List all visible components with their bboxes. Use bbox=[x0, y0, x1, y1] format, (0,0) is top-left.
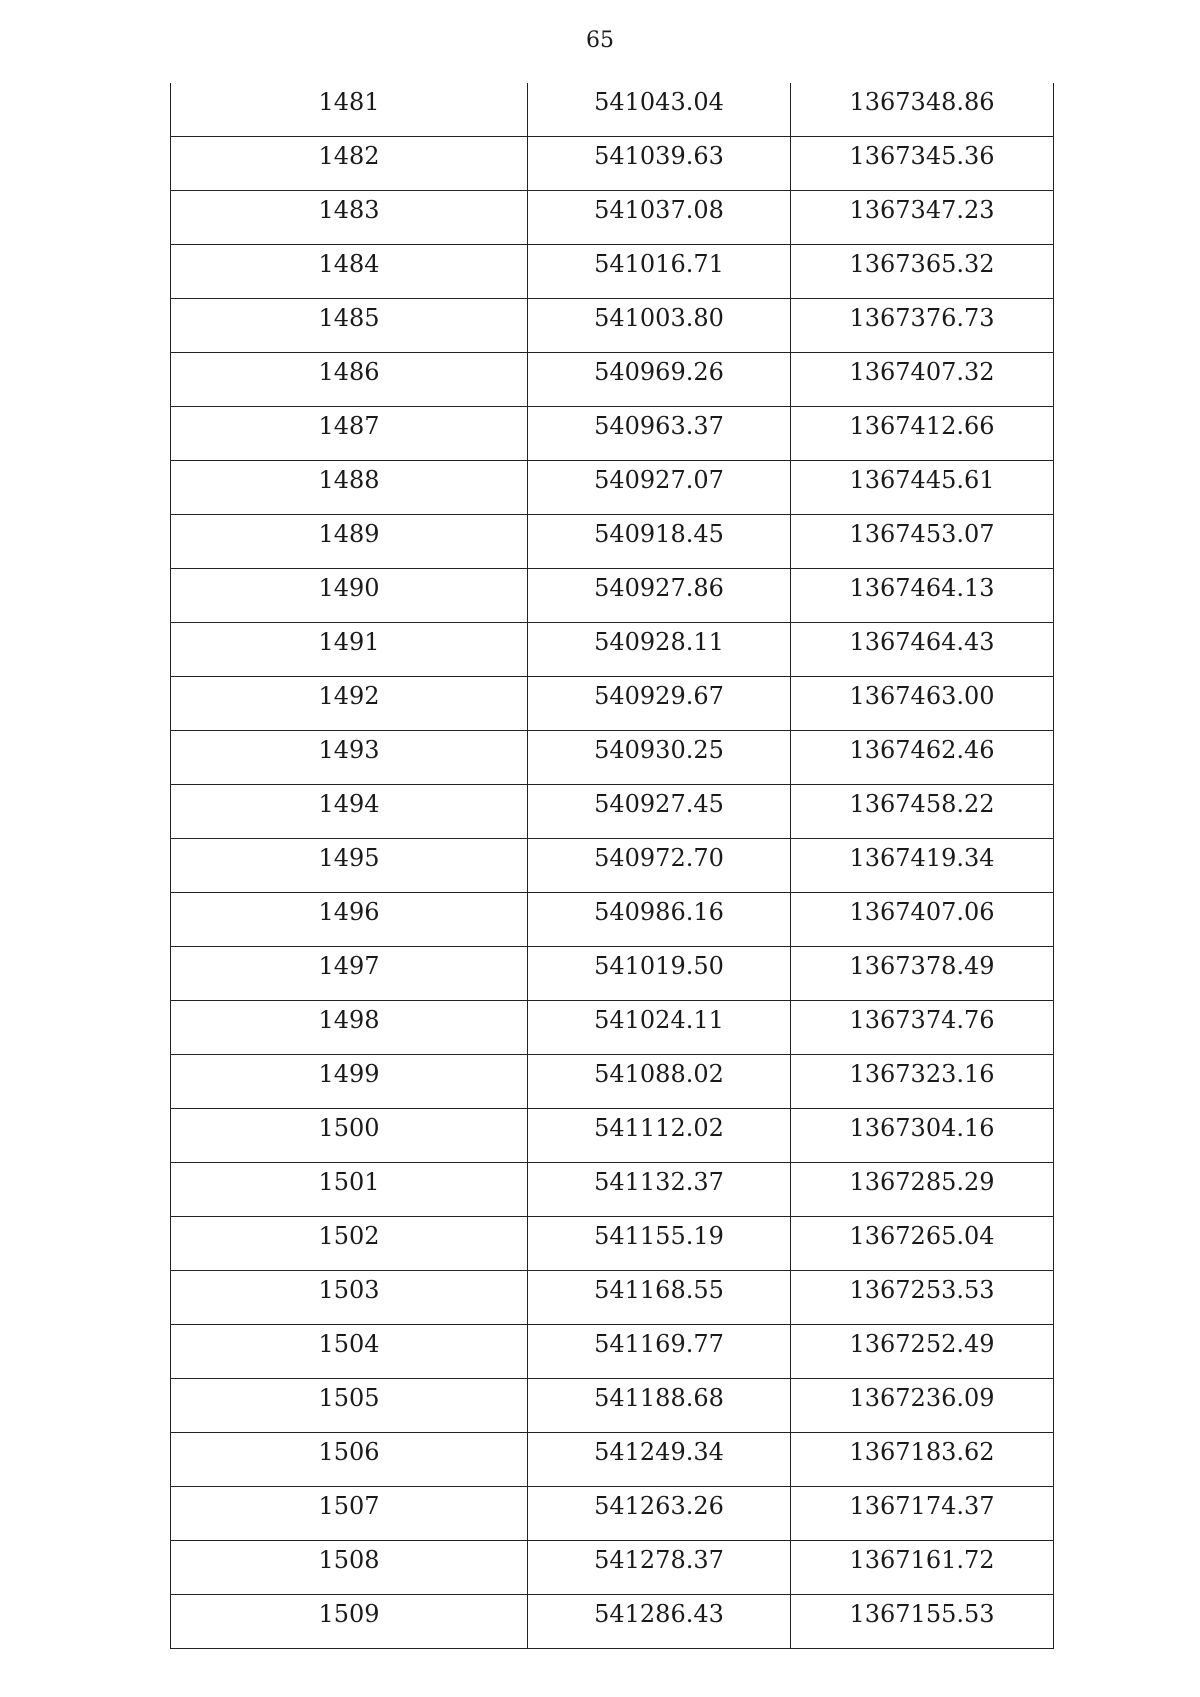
x-coordinate-cell: 540918.45 bbox=[528, 515, 791, 569]
table-row bbox=[171, 1325, 1054, 1379]
table-row bbox=[171, 1055, 1054, 1109]
point-number-cell: 1499 bbox=[171, 1055, 528, 1109]
y-coordinate-cell: 1367161.72 bbox=[791, 1541, 1054, 1595]
point-number-cell: 1500 bbox=[171, 1109, 528, 1163]
y-coordinate-cell: 1367419.34 bbox=[791, 839, 1054, 893]
table-row bbox=[171, 893, 1054, 947]
table-row bbox=[171, 515, 1054, 569]
table-row bbox=[171, 137, 1054, 191]
point-number-cell: 1496 bbox=[171, 893, 528, 947]
table-row bbox=[171, 785, 1054, 839]
x-coordinate-cell: 540928.11 bbox=[528, 623, 791, 677]
y-coordinate-cell: 1367155.53 bbox=[791, 1595, 1054, 1649]
table-row bbox=[171, 245, 1054, 299]
point-number-cell: 1482 bbox=[171, 137, 528, 191]
point-number-cell: 1503 bbox=[171, 1271, 528, 1325]
x-coordinate-cell: 540927.45 bbox=[528, 785, 791, 839]
table-row bbox=[171, 1595, 1054, 1649]
x-coordinate-cell: 540927.07 bbox=[528, 461, 791, 515]
x-coordinate-cell: 541286.43 bbox=[528, 1595, 791, 1649]
table-row bbox=[171, 1109, 1054, 1163]
x-coordinate-cell: 541037.08 bbox=[528, 191, 791, 245]
y-coordinate-cell: 1367445.61 bbox=[791, 461, 1054, 515]
x-coordinate-cell: 540969.26 bbox=[528, 353, 791, 407]
x-coordinate-cell: 540972.70 bbox=[528, 839, 791, 893]
y-coordinate-cell: 1367378.49 bbox=[791, 947, 1054, 1001]
coordinates-table bbox=[170, 83, 1054, 1649]
table-row bbox=[171, 1487, 1054, 1541]
table-row bbox=[171, 1541, 1054, 1595]
point-number-cell: 1497 bbox=[171, 947, 528, 1001]
point-number-cell: 1508 bbox=[171, 1541, 528, 1595]
point-number-cell: 1490 bbox=[171, 569, 528, 623]
point-number-cell: 1489 bbox=[171, 515, 528, 569]
y-coordinate-cell: 1367365.32 bbox=[791, 245, 1054, 299]
y-coordinate-cell: 1367376.73 bbox=[791, 299, 1054, 353]
x-coordinate-cell: 541155.19 bbox=[528, 1217, 791, 1271]
y-coordinate-cell: 1367412.66 bbox=[791, 407, 1054, 461]
table-row bbox=[171, 461, 1054, 515]
point-number-cell: 1502 bbox=[171, 1217, 528, 1271]
point-number-cell: 1507 bbox=[171, 1487, 528, 1541]
y-coordinate-cell: 1367174.37 bbox=[791, 1487, 1054, 1541]
table-row bbox=[171, 191, 1054, 245]
x-coordinate-cell: 541168.55 bbox=[528, 1271, 791, 1325]
x-coordinate-cell: 541024.11 bbox=[528, 1001, 791, 1055]
point-number-cell: 1495 bbox=[171, 839, 528, 893]
table-row bbox=[171, 1163, 1054, 1217]
y-coordinate-cell: 1367348.86 bbox=[791, 83, 1054, 137]
x-coordinate-cell: 541039.63 bbox=[528, 137, 791, 191]
y-coordinate-cell: 1367464.43 bbox=[791, 623, 1054, 677]
point-number-cell: 1494 bbox=[171, 785, 528, 839]
table-row bbox=[171, 839, 1054, 893]
x-coordinate-cell: 541088.02 bbox=[528, 1055, 791, 1109]
x-coordinate-cell: 541112.02 bbox=[528, 1109, 791, 1163]
point-number-cell: 1484 bbox=[171, 245, 528, 299]
x-coordinate-cell: 541016.71 bbox=[528, 245, 791, 299]
page-number: 65 bbox=[586, 28, 614, 53]
y-coordinate-cell: 1367453.07 bbox=[791, 515, 1054, 569]
point-number-cell: 1483 bbox=[171, 191, 528, 245]
y-coordinate-cell: 1367463.00 bbox=[791, 677, 1054, 731]
point-number-cell: 1498 bbox=[171, 1001, 528, 1055]
y-coordinate-cell: 1367407.32 bbox=[791, 353, 1054, 407]
x-coordinate-cell: 541263.26 bbox=[528, 1487, 791, 1541]
table-row bbox=[171, 353, 1054, 407]
table-row bbox=[171, 569, 1054, 623]
y-coordinate-cell: 1367462.46 bbox=[791, 731, 1054, 785]
table-row bbox=[171, 299, 1054, 353]
x-coordinate-cell: 541132.37 bbox=[528, 1163, 791, 1217]
x-coordinate-cell: 541043.04 bbox=[528, 83, 791, 137]
point-number-cell: 1509 bbox=[171, 1595, 528, 1649]
point-number-cell: 1505 bbox=[171, 1379, 528, 1433]
x-coordinate-cell: 540986.16 bbox=[528, 893, 791, 947]
x-coordinate-cell: 541188.68 bbox=[528, 1379, 791, 1433]
y-coordinate-cell: 1367374.76 bbox=[791, 1001, 1054, 1055]
point-number-cell: 1493 bbox=[171, 731, 528, 785]
table-row bbox=[171, 947, 1054, 1001]
x-coordinate-cell: 540929.67 bbox=[528, 677, 791, 731]
x-coordinate-cell: 540930.25 bbox=[528, 731, 791, 785]
y-coordinate-cell: 1367345.36 bbox=[791, 137, 1054, 191]
table-row bbox=[171, 407, 1054, 461]
y-coordinate-cell: 1367407.06 bbox=[791, 893, 1054, 947]
y-coordinate-cell: 1367236.09 bbox=[791, 1379, 1054, 1433]
x-coordinate-cell: 541278.37 bbox=[528, 1541, 791, 1595]
y-coordinate-cell: 1367323.16 bbox=[791, 1055, 1054, 1109]
y-coordinate-cell: 1367253.53 bbox=[791, 1271, 1054, 1325]
table-row bbox=[171, 677, 1054, 731]
table-row bbox=[171, 1001, 1054, 1055]
x-coordinate-cell: 541019.50 bbox=[528, 947, 791, 1001]
x-coordinate-cell: 540963.37 bbox=[528, 407, 791, 461]
point-number-cell: 1488 bbox=[171, 461, 528, 515]
x-coordinate-cell: 541003.80 bbox=[528, 299, 791, 353]
point-number-cell: 1504 bbox=[171, 1325, 528, 1379]
table-row bbox=[171, 83, 1054, 137]
x-coordinate-cell: 541249.34 bbox=[528, 1433, 791, 1487]
x-coordinate-cell: 541169.77 bbox=[528, 1325, 791, 1379]
table-row bbox=[171, 1217, 1054, 1271]
point-number-cell: 1491 bbox=[171, 623, 528, 677]
point-number-cell: 1501 bbox=[171, 1163, 528, 1217]
table-row bbox=[171, 731, 1054, 785]
y-coordinate-cell: 1367464.13 bbox=[791, 569, 1054, 623]
point-number-cell: 1506 bbox=[171, 1433, 528, 1487]
y-coordinate-cell: 1367285.29 bbox=[791, 1163, 1054, 1217]
table-row bbox=[171, 1379, 1054, 1433]
y-coordinate-cell: 1367304.16 bbox=[791, 1109, 1054, 1163]
point-number-cell: 1481 bbox=[171, 83, 528, 137]
y-coordinate-cell: 1367183.62 bbox=[791, 1433, 1054, 1487]
y-coordinate-cell: 1367458.22 bbox=[791, 785, 1054, 839]
table-row bbox=[171, 1433, 1054, 1487]
coordinates-table-body bbox=[171, 83, 1054, 1649]
point-number-cell: 1486 bbox=[171, 353, 528, 407]
point-number-cell: 1485 bbox=[171, 299, 528, 353]
table-row bbox=[171, 1271, 1054, 1325]
point-number-cell: 1487 bbox=[171, 407, 528, 461]
x-coordinate-cell: 540927.86 bbox=[528, 569, 791, 623]
y-coordinate-cell: 1367252.49 bbox=[791, 1325, 1054, 1379]
y-coordinate-cell: 1367347.23 bbox=[791, 191, 1054, 245]
table-row bbox=[171, 623, 1054, 677]
y-coordinate-cell: 1367265.04 bbox=[791, 1217, 1054, 1271]
point-number-cell: 1492 bbox=[171, 677, 528, 731]
